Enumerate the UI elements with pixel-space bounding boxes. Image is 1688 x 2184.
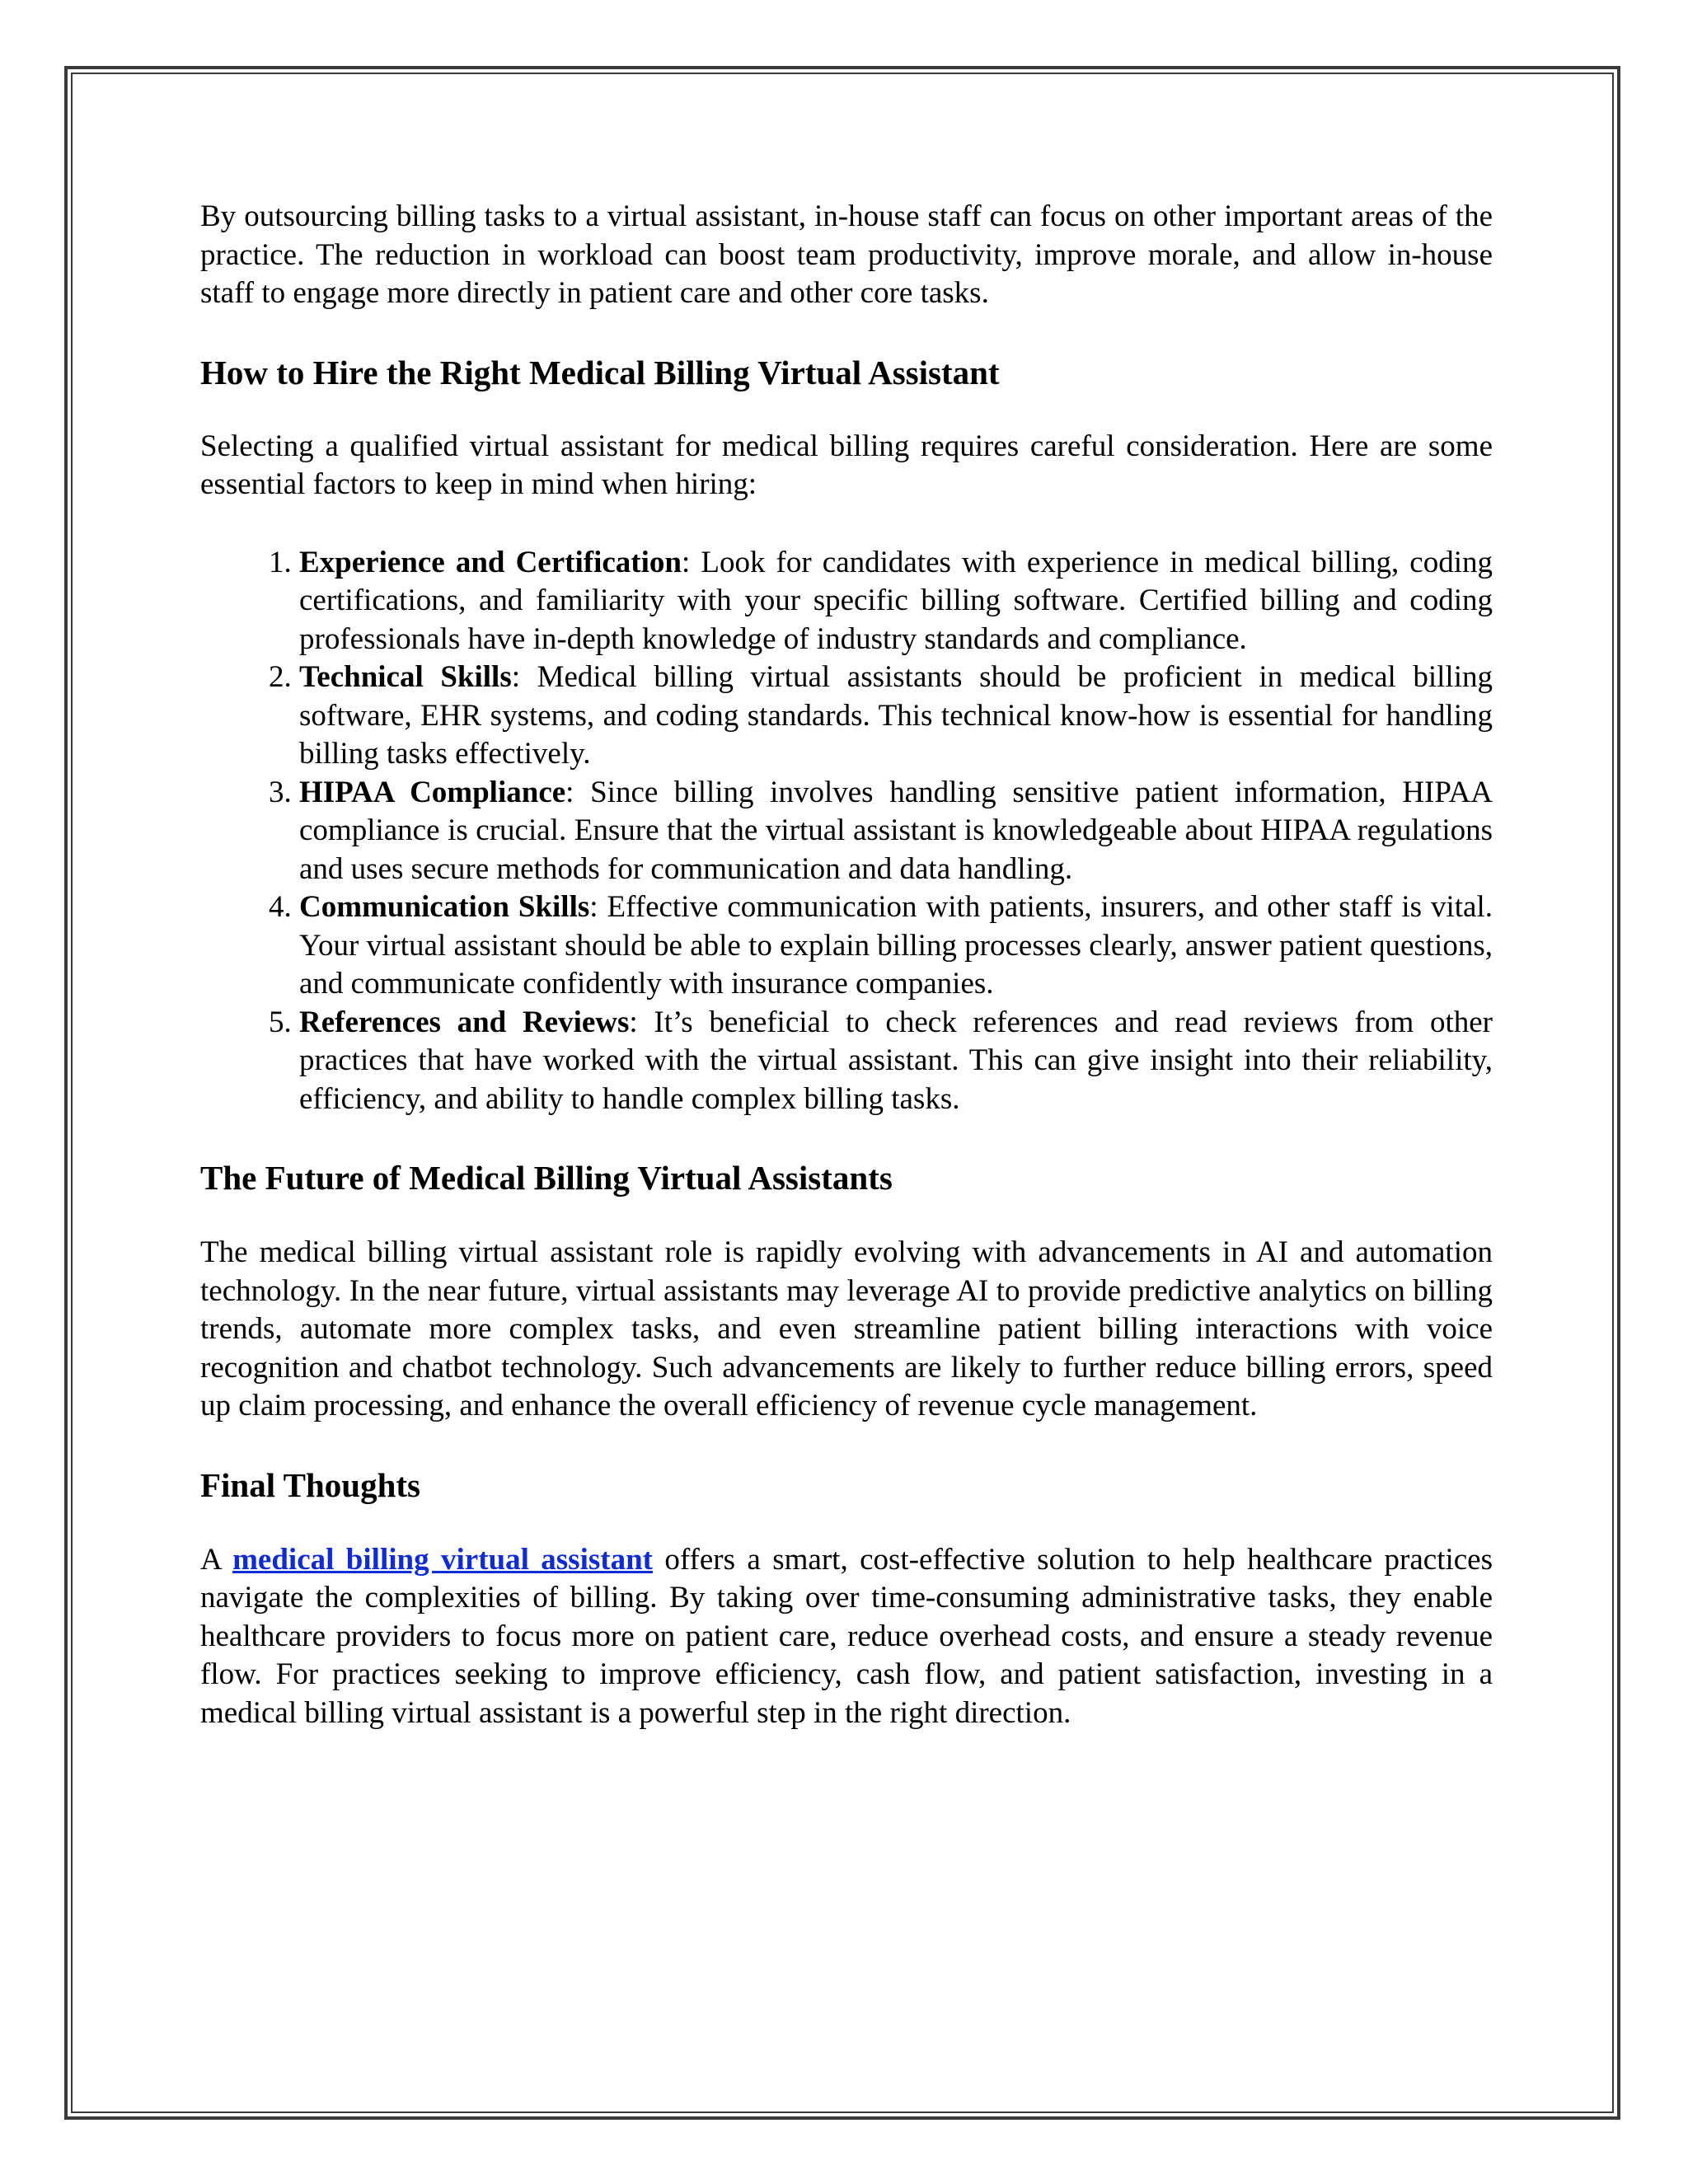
- medical-billing-va-link[interactable]: medical billing virtual assistant: [232, 1542, 653, 1577]
- list-item: [299, 888, 1493, 1004]
- list-item-text: : Since billing involves handling sensitive patient information, HIPAA compliance is crucial. Ensure that the virtual assistant is knowledgeable about HIPAA regulations and uses secure methods for communication and data handling.: [299, 775, 1493, 886]
- list-item-title: Experience and Certification: [299, 545, 682, 579]
- list-item: [299, 658, 1493, 774]
- list-item-title: Communication Skills: [299, 890, 590, 924]
- list-item-title: References and Reviews: [299, 1005, 630, 1039]
- list-item-title: Technical Skills: [299, 660, 512, 694]
- list-item-title: HIPAA Compliance: [299, 775, 566, 809]
- list-item: [299, 774, 1493, 889]
- list-item-text: : Look for candidates with experience in medical billing, coding certifications, and familiarity with your specific billing software. Certified billing and coding professionals have in-depth knowledge of industry standards and compliance.: [299, 545, 1493, 656]
- list-item: [299, 1004, 1493, 1119]
- final-paragraph: [200, 1541, 1493, 1733]
- hiring-factors-list: [200, 544, 1493, 1119]
- hire-intro-paragraph: Selecting a qualified virtual assistant for medical billing requires careful consideration. Here are some essential factors to keep in mind when hiring:: [200, 429, 1493, 501]
- final-rest-text: offers a smart, cost-effective solution to help healthcare practices navigate the complexities of billing. By taking over time-consuming administrative tasks, they enable healthcare providers to focus more on patient care, reduce overhead costs, and ensure a steady revenue flow. For practices seeking to improve efficiency, cash flow, and patient satisfaction, investing in a medical billing virtual assistant is a powerful step in the right direction.: [200, 1542, 1493, 1730]
- hire-heading: How to Hire the Right Medical Billing Virtual Assistant: [200, 353, 1000, 391]
- list-item-text: : Effective communication with patients, insurers, and other staff is vital. Your virtual assistant should be able to explain billing processes clearly, answer patient questions, and communicate confidently with insurance companies.: [299, 890, 1493, 1001]
- future-heading: The Future of Medical Billing Virtual Assistants: [200, 1159, 893, 1197]
- list-item-text: : Medical billing virtual assistants should be proficient in medical billing software, EHR systems, and coding standards. This technical know-how is essential for handling billing tasks effectively.: [299, 660, 1493, 771]
- final-lead-text: A: [200, 1542, 233, 1577]
- list-item: [299, 544, 1493, 659]
- document-body: [200, 198, 1493, 1732]
- final-heading: Final Thoughts: [200, 1465, 421, 1504]
- future-paragraph: The medical billing virtual assistant role is rapidly evolving with advancements in AI and automation technology. In the near future, virtual assistants may leverage AI to provide predictive analytics on billing trends, automate more complex tasks, and even streamline patient billing interactions with voice recognition and chatbot technology. Such advancements are likely to further reduce billing errors, speed up claim processing, and enhance the overall efficiency of revenue cycle management.: [200, 1235, 1493, 1422]
- intro-paragraph: By outsourcing billing tasks to a virtual assistant, in-house staff can focus on other important areas of the practice. The reduction in workload can boost team productivity, improve morale, and allow in-house staff to engage more directly in patient care and other core tasks.: [200, 199, 1493, 310]
- list-item-text: : It’s beneficial to check references and read reviews from other practices that have worked with the virtual assistant. This can give insight into their reliability, efficiency, and ability to handle complex billing tasks.: [299, 1005, 1493, 1116]
